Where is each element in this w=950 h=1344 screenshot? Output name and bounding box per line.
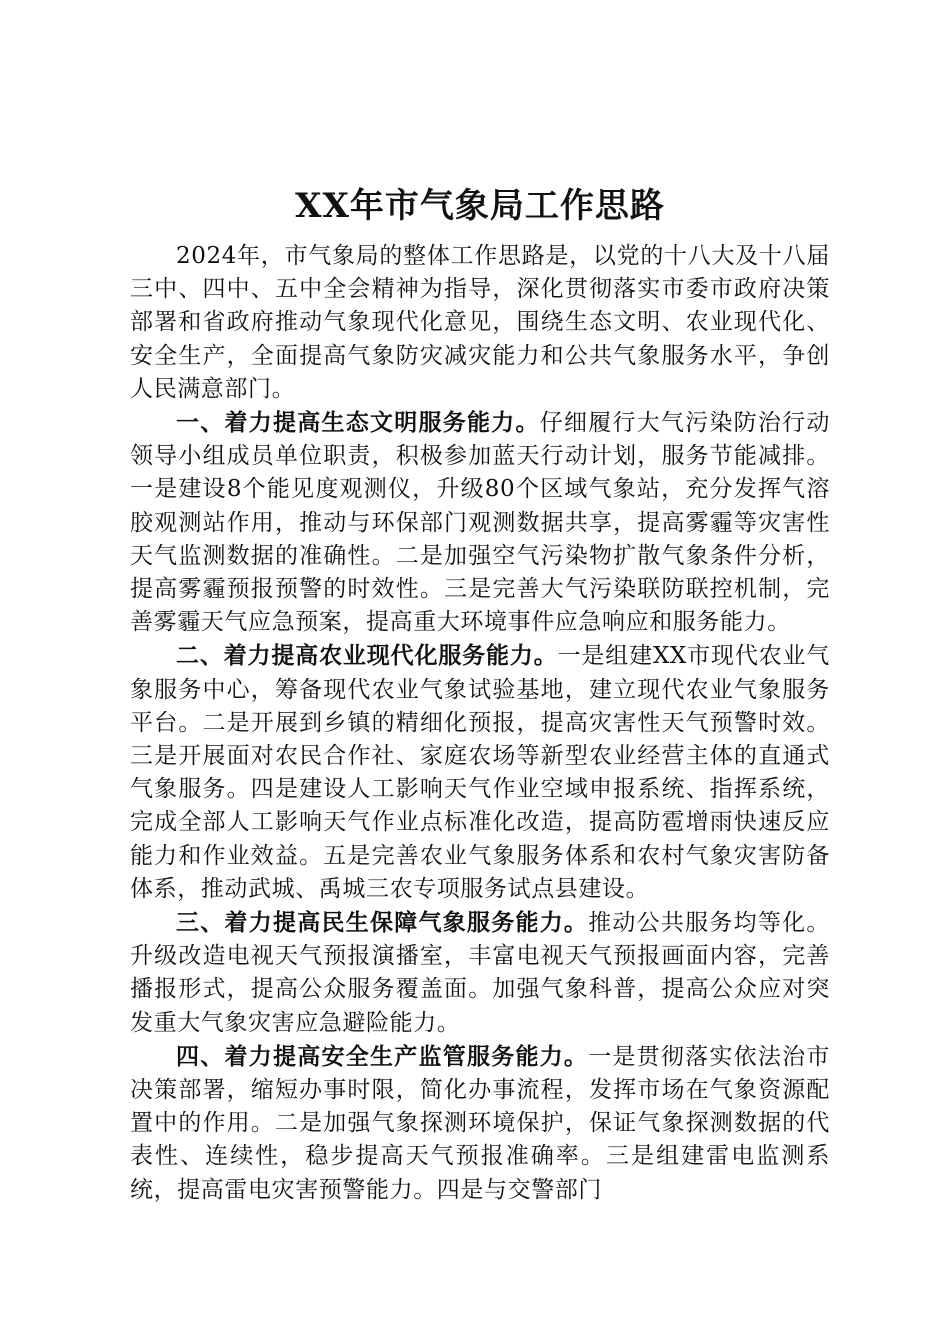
section-text: 一是贯彻落实依法治市决策部署，缩短办事时限，简化办事流程，发挥市场在气象资源配置中的作用。二是加强气象探测环境保护，保证气象探测数据的代表性、连续性，稳步提高天气预报准确率。三是组建雷电监测系统，提高雷电灾害预警能力。四是与交警部门 [130,1043,831,1203]
section-livelihood [130,906,830,1040]
section-safety [130,1040,830,1207]
section-heading: 二、着力提高农业现代化服务能力。 [176,642,558,670]
section-heading: 三、着力提高民生保障气象服务能力。 [176,909,589,937]
section-heading: 四、着力提高安全生产监管服务能力。 [176,1042,589,1070]
section-ecology [130,406,830,639]
section-text: 推动公共服务均等化。升级改造电视天气预报演播室，丰富电视天气预报画面内容，完善播报形式，提高公众服务覆盖面。加强气象科普，提高公众应对突发重大气象灾害应急避险能力。 [130,910,831,1036]
section-agriculture [130,639,830,906]
document-body [130,178,830,1207]
intro-paragraph: 2024年，市气象局的整体工作思路是，以党的十八大及十八届三中、四中、五中全会精神为指导，深化贯彻落实市委市政府决策部署和省政府推动气象现代化意见，围绕生态文明、农业现代化、安全生产，全面提高气象防灾减灾能力和公共气象服务水平，争创人民满意部门。 [130,243,830,402]
section-heading: 一、着力提高生态文明服务能力。 [176,409,540,437]
section-text: 一是组建XX市现代农业气象服务中心，筹备现代农业气象试验基地，建立现代农业气象服务平台。二是开展到乡镇的精细化预报，提高灾害性天气预警时效。三是开展面对农民合作社、家庭农场等新型农业经营主体的直通式气象服务。四是建设人工影响天气作业空域申报系统、指挥系统，完成全部人工影响天气作业点标准化改造，提高防雹增雨快速反应能力和作业效益。五是完善农业气象服务体系和农村气象灾害防备体系，推动武城、禹城三农专项服务试点县建设。 [130,643,830,902]
document-title: XX年市气象局工作思路 [295,186,665,226]
section-text: 仔细履行大气污染防治行动领导小组成员单位职责，积极参加蓝天行动计划，服务节能减排。一是建设8个能见度观测仪，升级80个区域气象站，充分发挥气溶胶观测站作用，推动与环保部门观测数据共享，提高雾霾等灾害性天气监测数据的准确性。二是加强空气污染物扩散气象条件分析，提高雾霾预报预警的时效性。三是完善大气污染联防联控机制，完善雾霾天气应急预案，提高重大环境事件应急响应和服务能力。 [130,410,831,636]
